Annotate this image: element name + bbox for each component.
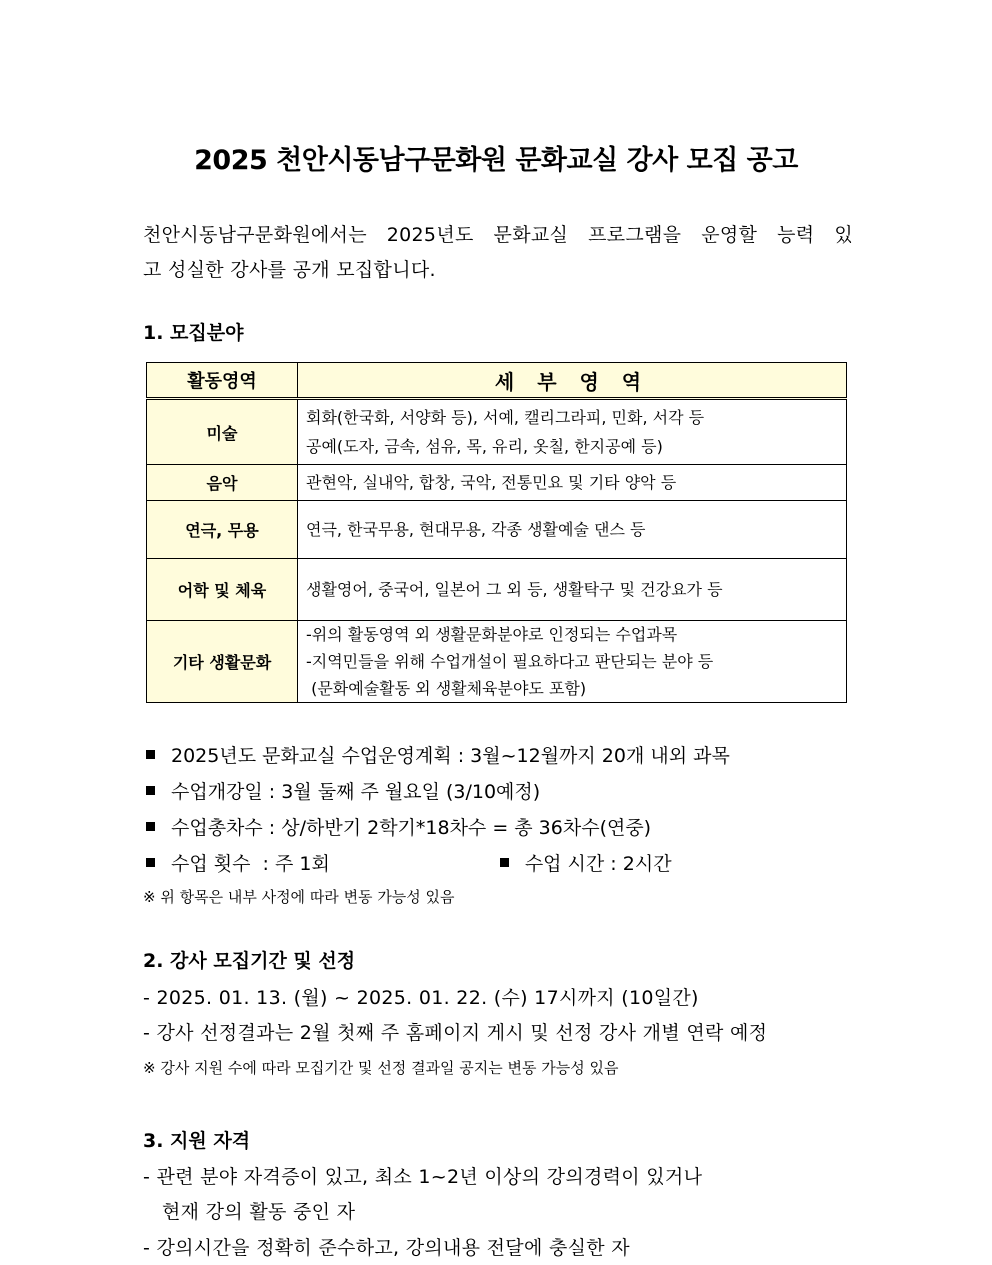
qualification-line: - 관련 분야 자격증이 있고, 최소 1~2년 이상의 강의경력이 있거나 bbox=[143, 1166, 703, 1188]
recruitment-table bbox=[146, 362, 847, 703]
intro-paragraph bbox=[143, 218, 853, 288]
note-text: ※ 강사 지원 수에 따라 모집기간 및 선정 결과일 공지는 변동 가능성 있음 bbox=[143, 1059, 619, 1077]
section-heading-recruitment: 1. 모집분야 bbox=[143, 322, 244, 344]
table-header-area: 활동영역 bbox=[147, 363, 298, 399]
bullet-item: 수업총차수 : 상/하반기 2학기*18차수 = 총 36차수(연중) bbox=[146, 810, 730, 846]
detail-line: (문화예술활동 외 생활체육분야도 포함) bbox=[306, 679, 587, 698]
bullet-item: 수업개강일 : 3월 둘째 주 월요일 (3/10예정) bbox=[146, 774, 730, 810]
detail-line: 공예(도자, 금속, 섬유, 목, 유리, 옷칠, 한지공예 등) bbox=[306, 437, 663, 456]
qualification-line: 현재 강의 활동 중인 자 bbox=[143, 1201, 356, 1223]
qualification-line: - 강의시간을 정확히 준수하고, 강의내용 전달에 충실한 자 bbox=[143, 1237, 630, 1259]
table-row bbox=[147, 621, 847, 703]
detail-line: 연극, 한국무용, 현대무용, 각종 생활예술 댄스 등 bbox=[306, 520, 646, 539]
table-cell-area: 연극, 무용 bbox=[147, 501, 298, 559]
table-row bbox=[147, 465, 847, 501]
period-line: - 강사 선정결과는 2월 첫째 주 홈페이지 게시 및 선정 강사 개별 연락 예정 bbox=[143, 1022, 768, 1044]
table-cell-area: 기타 생활문화 bbox=[147, 621, 298, 703]
intro-line: 고 성실한 강사를 공개 모집합니다. bbox=[143, 259, 436, 281]
table-cell-area: 어학 및 체육 bbox=[147, 559, 298, 621]
schedule-bullet-list bbox=[146, 738, 730, 882]
bullet-item: 수업 횟수 : 주 1회 수업 시간 : 2시간 bbox=[146, 846, 730, 882]
intro-line: 천안시동남구문화원에서는 2025년도 문화교실 프로그램을 운영할 능력 있 bbox=[143, 224, 853, 246]
table-cell-area: 미술 bbox=[147, 399, 298, 465]
table-cell-detail bbox=[298, 621, 847, 703]
detail-line: -위의 활동영역 외 생활문화분야로 인정되는 수업과목 bbox=[306, 625, 678, 644]
detail-line: 회화(한국화, 서양화 등), 서예, 캘리그라피, 민화, 서각 등 bbox=[306, 408, 705, 427]
table-row bbox=[147, 559, 847, 621]
table-header-detail: 세 부 영 역 bbox=[298, 363, 847, 399]
detail-line: 생활영어, 중국어, 일본어 그 외 등, 생활탁구 및 건강요가 등 bbox=[306, 580, 723, 599]
page-title: 2025 천안시동남구문화원 문화교실 강사 모집 공고 bbox=[194, 145, 798, 176]
bullet-square-icon bbox=[146, 822, 155, 831]
section-heading-period: 2. 강사 모집기간 및 선정 bbox=[143, 950, 356, 972]
table-row bbox=[147, 399, 847, 465]
detail-line: -지역민들을 위해 수업개설이 필요하다고 판단되는 분야 등 bbox=[306, 652, 714, 671]
bullet-square-icon bbox=[146, 750, 155, 759]
bullet-square-icon bbox=[146, 786, 155, 795]
table-row bbox=[147, 501, 847, 559]
bullet-square-icon bbox=[500, 858, 509, 867]
bullet-square-icon bbox=[146, 858, 155, 867]
period-line: - 2025. 01. 13. (월) ~ 2025. 01. 22. (수) 17시까지 (10일간) bbox=[143, 987, 699, 1009]
table-cell-detail bbox=[298, 501, 847, 559]
note-text: ※ 위 항목은 내부 사정에 따라 변동 가능성 있음 bbox=[143, 888, 455, 906]
detail-line: 관현악, 실내악, 합창, 국악, 전통민요 및 기타 양악 등 bbox=[306, 473, 677, 492]
table-cell-detail bbox=[298, 559, 847, 621]
bullet-item: 2025년도 문화교실 수업운영계획 : 3월~12월까지 20개 내외 과목 bbox=[146, 738, 730, 774]
table-cell-detail bbox=[298, 399, 847, 465]
table-cell-area: 음악 bbox=[147, 465, 298, 501]
section-heading-qualification: 3. 지원 자격 bbox=[143, 1130, 251, 1152]
table-header-row bbox=[147, 363, 847, 399]
table-cell-detail bbox=[298, 465, 847, 501]
